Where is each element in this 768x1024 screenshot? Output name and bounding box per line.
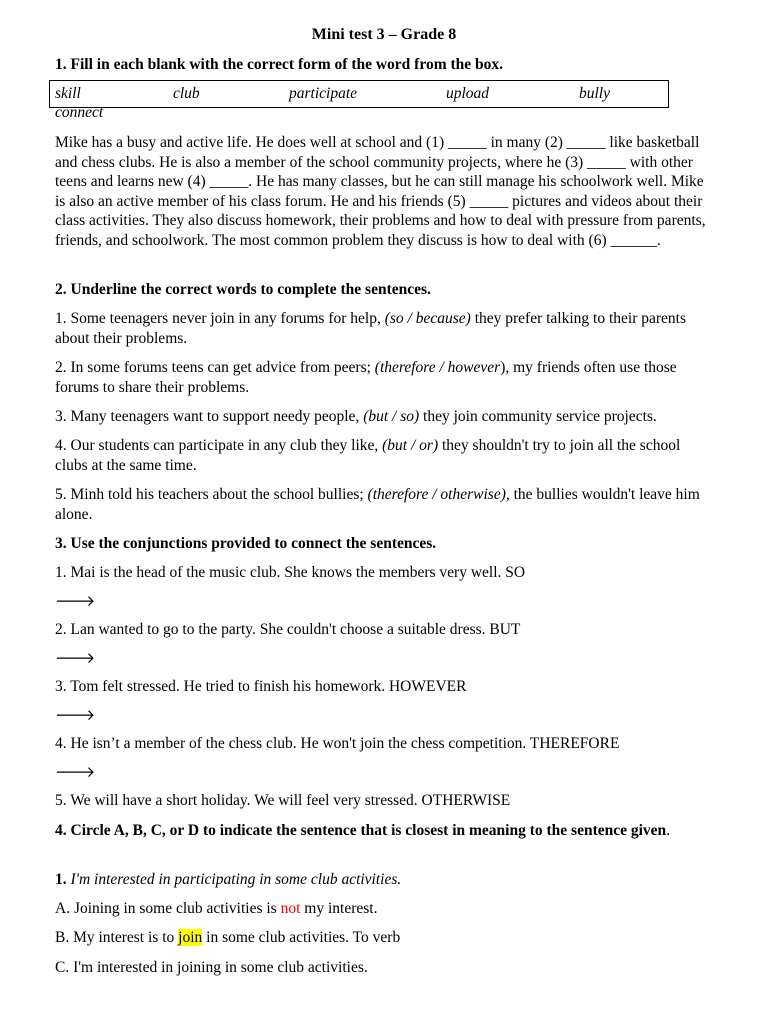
word-box-item: participate [289, 85, 358, 102]
option-b: B. My interest is to join in some club activities. To verb [55, 929, 401, 946]
section3-item: 1. Mai is the head of the music club. She knows the members very well. SO [55, 564, 526, 581]
option-c: C. I'm interested in joining in some club activities. [55, 959, 368, 976]
word-box-item: upload [446, 85, 490, 102]
page-title: Mini test 3 – Grade 8 [311, 26, 457, 43]
question-1: 1. I'm interested in participating in some club activities. [55, 871, 402, 888]
option-pair: (but / or) [382, 437, 439, 454]
section2-heading: 2. Underline the correct words to complete the sentences. [55, 281, 431, 298]
section1-heading: 1. Fill in each blank with the correct form of the word from the box. [55, 56, 504, 73]
section2-item: 5. Minh told his teachers about the school bullies; (therefore / otherwise), the bullies wouldn't leave him alone. [55, 486, 700, 523]
section3-item: 2. Lan wanted to go to the party. She couldn't choose a suitable dress. BUT [55, 621, 521, 638]
word-box-item: club [173, 85, 200, 102]
arrow-icon: 🡒 [55, 763, 96, 781]
option-pair: (but / so) [363, 408, 420, 425]
word-box-overflow-item: connect [55, 104, 104, 121]
option-pair: (so / because) [384, 310, 471, 327]
section2-item: 1. Some teenagers never join in any forums for help, (so / because) they prefer talking to their parents about their problems. [55, 310, 687, 347]
red-marked-word: not [280, 900, 301, 917]
section3-item: 3. Tom felt stressed. He tried to finish his homework. HOWEVER [55, 678, 467, 695]
section3-item: 5. We will have a short holiday. We will feel very stressed. OTHERWISE [55, 792, 511, 809]
section2-item: 3. Many teenagers want to support needy people, (but / so) they join community service projects. [55, 408, 657, 425]
section2-item: 2. In some forums teens can get advice from peers; (therefore / however), my friends often use those forums to share their problems. [55, 359, 677, 396]
option-pair: (therefore / however [374, 359, 501, 376]
arrow-icon: 🡒 [55, 649, 96, 667]
section1-passage: Mike has a busy and active life. He does well at school and (1) _____ in many (2) _____ like basketball and chess clubs. He is also a member of the school community projects, where he (3) _____ with other teens and learns new (4) _____. He has many classes, but he can still manage his schoolwork well. Mike is also an active member of his class forum. He and his friends (5) _____ pictures and videos about their class activities. They also discuss homework, their problems and how to deal with pressure from parents, friends, and schoolwork. The most common problem they discuss is how to deal with (6) ______. [55, 134, 706, 249]
option-pair: (therefore / otherwise), [367, 486, 510, 503]
highlighted-word: join [178, 929, 203, 946]
option-a: A. Joining in some club activities is not my interest. [55, 900, 378, 917]
arrow-icon: 🡒 [55, 592, 96, 610]
word-box-item: skill [55, 85, 81, 102]
arrow-icon: 🡒 [55, 706, 96, 724]
section3-heading: 3. Use the conjunctions provided to connect the sentences. [55, 535, 437, 552]
word-box-item: bully [579, 85, 610, 102]
word-box [49, 80, 669, 108]
section2-item: 4. Our students can participate in any club they like, (but / or) they shouldn't try to join all the school clubs at the same time. [55, 437, 681, 474]
section4-heading: 4. Circle A, B, C, or D to indicate the sentence that is closest in meaning to the sentence given. [55, 822, 671, 839]
section3-item: 4. He isn’t a member of the chess club. He won't join the chess competition. THEREFORE [55, 735, 620, 752]
